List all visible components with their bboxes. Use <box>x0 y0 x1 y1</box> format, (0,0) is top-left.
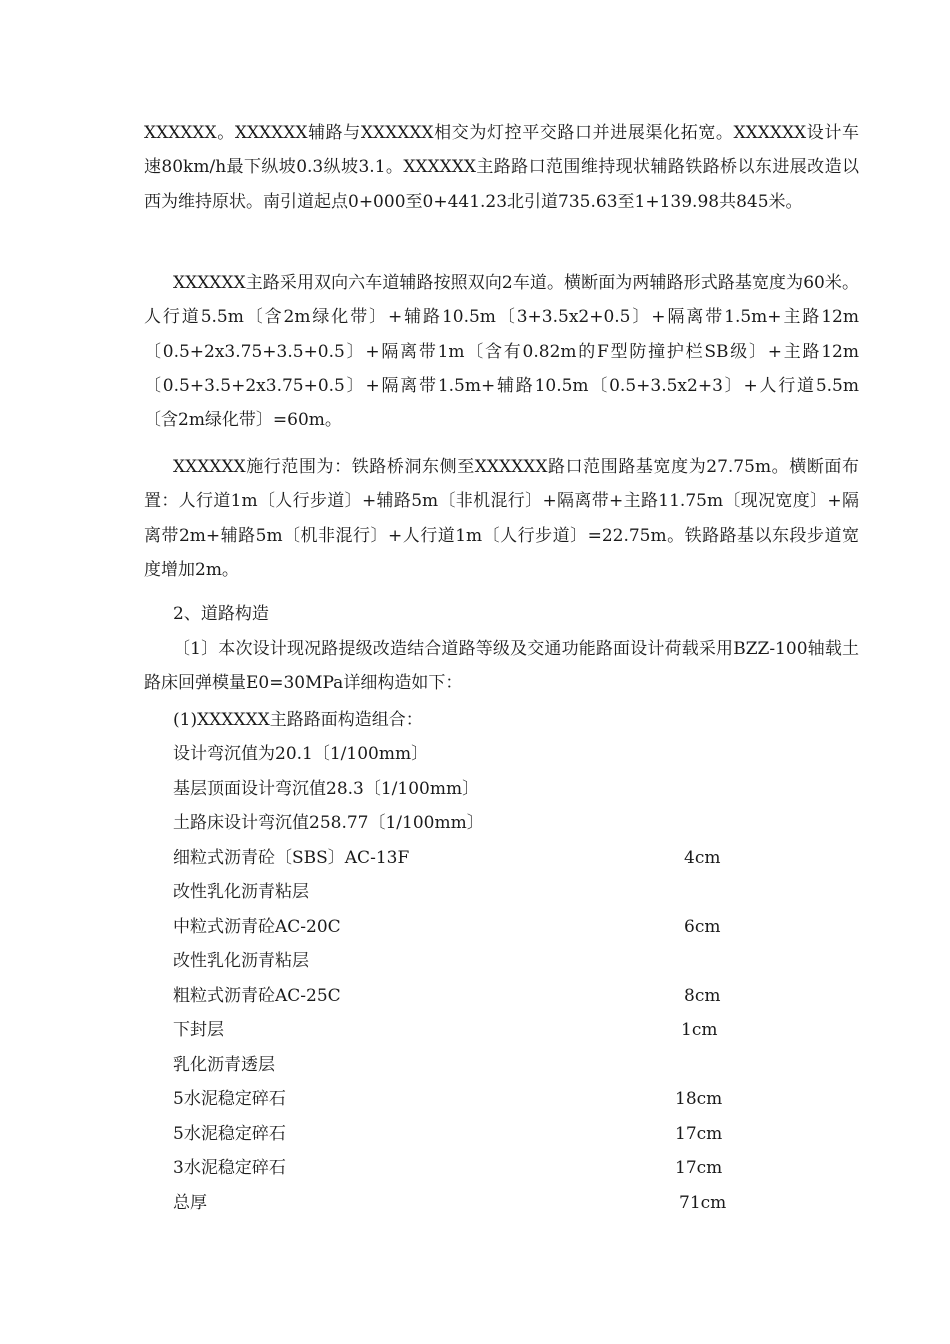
layer-thickness: 71cm <box>679 1193 727 1213</box>
layer-name: 3水泥稳定碎石 <box>173 1158 286 1178</box>
layer-thickness: 4cm <box>684 848 721 868</box>
layer-name: 乳化沥青透层 <box>173 1055 275 1075</box>
layer-thickness: 18cm <box>675 1089 723 1109</box>
layer-thickness: 17cm <box>675 1158 723 1178</box>
deflection-base: 基层顶面设计弯沉值28.3〔1/100mm〕 <box>173 779 480 799</box>
layer-thickness: 6cm <box>684 917 721 937</box>
subheading-main-road: (1)XXXXXX主路路面构造组合： <box>173 710 423 730</box>
deflection-design: 设计弯沉值为20.1〔1/100mm〕 <box>173 744 429 764</box>
layer-thickness: 17cm <box>675 1124 723 1144</box>
paragraph-main-road: XXXXXX主路采用双向六车道辅路按照双向2车道。横断面为两辅路形式路基宽度为60米。人行道5.5m〔含2m绿化带〕+辅路10.5m〔3+3.5x2+0.5〕+隔离带1.5m+主路12m〔0.5+2x3.75+3.5+0.5〕+隔离带1m〔含有0.82m的F型防撞护栏SB级〕+主路12m〔0.5+3.5+2x3.75+0.5〕+隔离带1.5m+辅路10.5m〔0.5+3.5x2+3〕+人行道5.5m〔含2m绿化带〕=60m。 <box>144 273 859 431</box>
layer-name: 改性乳化沥青粘层 <box>173 882 309 902</box>
layer-name: 改性乳化沥青粘层 <box>173 951 309 971</box>
layer-name: 5水泥稳定碎石 <box>173 1089 286 1109</box>
layer-name: 下封层 <box>173 1020 224 1040</box>
paragraph-scope: XXXXXX施行范围为：铁路桥洞东侧至XXXXXX路口范围路基宽度为27.75m。横断面布置：人行道1m〔人行步道〕+辅路5m〔非机混行〕+隔离带+主路11.75m〔现况宽度〕+隔离带2m+辅路5m〔机非混行〕+人行道1m〔人行步道〕=22.75m。铁路路基以东段步道宽度增加2m。 <box>144 457 859 580</box>
layer-thickness: 1cm <box>681 1020 718 1040</box>
layer-name: 总厚 <box>173 1193 207 1213</box>
layer-name: 5水泥稳定碎石 <box>173 1124 286 1144</box>
layer-thickness: 8cm <box>684 986 721 1006</box>
paragraph-intro: XXXXXX。XXXXXX辅路与XXXXXX相交为灯控平交路口并进展渠化拓宽。XXXXXX设计车速80km/h最下纵坡0.3纵坡3.1。XXXXXX主路路口范围维持现状辅路铁路桥以东进展改造以西为维持原状。南引道起点0+000至0+441.23北引道735.63至1+139.98共845米。 <box>144 123 859 212</box>
layer-name: 中粒式沥青砼AC-20C <box>173 917 341 937</box>
deflection-subgrade: 土路床设计弯沉值258.77〔1/100mm〕 <box>173 813 484 833</box>
layer-name: 细粒式沥青砼〔SBS〕AC-13F <box>173 848 410 868</box>
layer-name: 粗粒式沥青砼AC-25C <box>173 986 341 1006</box>
section-heading: 2、道路构造 <box>173 604 269 624</box>
paragraph-structure: 〔1〕本次设计现况路提级改造结合道路等级及交通功能路面设计荷载采用BZZ-100轴载土路床回弹模量E0=30MPa详细构造如下： <box>144 639 859 694</box>
